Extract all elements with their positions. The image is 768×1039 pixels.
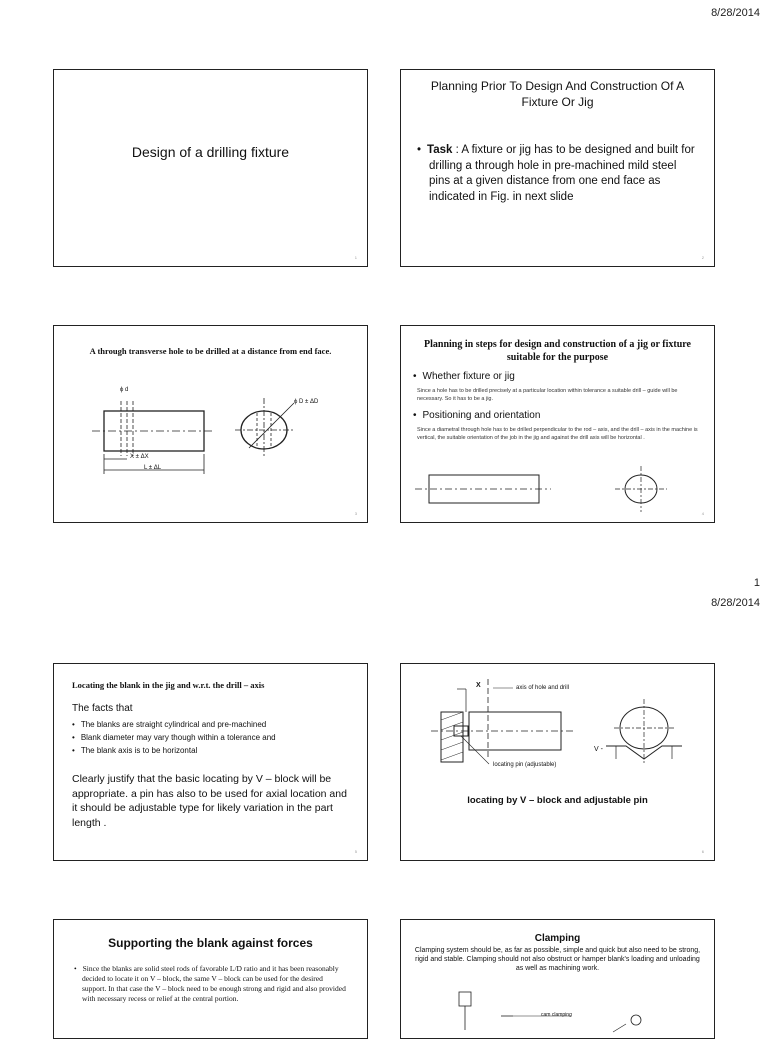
slide-5-title: Locating the blank in the jig and w.r.t. the drill – axis [72, 680, 265, 690]
label-axis: axis of hole and drill [516, 685, 570, 691]
bullet-1-text: Whether fixture or jig [422, 371, 515, 382]
slide-number: 5 [354, 849, 357, 854]
slide-1-title: Design of a drilling fixture [131, 144, 290, 160]
task-text: : A fixture or jig has to be designed and built for drilling a through hole in pre-machined mild steel pins at a given distance from one end face as indicated in Fig. in next slide [429, 144, 695, 203]
slide-7-body: Since the blanks are solid steel rods of favorable L/D ratio and it has been reasonably decided to locate it on V – block, the same V – block can be used for the desired support. In that case the V – block need to be enough strong and rigid and also provided with necessary recess or relief at the central portion. [82, 964, 346, 1003]
label-l: L ± ΔL [144, 465, 162, 471]
slide-2-title: Planning Prior To Design And Construction Of A Fixture Or Jig [430, 79, 685, 109]
vblock-drawing [401, 664, 715, 861]
text-2: Since a diametral through hole has to be drilled perpendicular to the rod – axis, and the drill – axis in the machine is vertical, the suitable orientation of the job in the jig and against the drill axis will be horizontal . [417, 427, 698, 441]
list-item: • The blank axis is to be horizontal [72, 744, 276, 757]
task-paragraph [417, 143, 700, 205]
justify-paragraph: Clearly justify that the basic locating by V – block will be appropriate. a pin has also to be used for axial location and it should be adjustable type for likely variation in the part length . [72, 773, 347, 829]
slide-number: 6 [701, 849, 704, 854]
slide-5 [53, 663, 368, 861]
label-phi-d: ϕ d [120, 387, 129, 393]
slide-8-title: Clamping [534, 933, 581, 944]
slide-7-title: Supporting the blank against forces [108, 936, 313, 950]
slide-1 [53, 69, 368, 267]
label-cam-clamping: cam clamping [541, 1012, 572, 1018]
page-number: 1 [753, 577, 760, 589]
slide-3-caption: A through transverse hole to be drilled at a distance from end face. [89, 346, 332, 356]
slide-6 [400, 663, 715, 861]
page-date: 8/28/2014 [711, 7, 760, 19]
pin-drawing [54, 326, 368, 523]
task-label: Task [427, 144, 453, 156]
page-date: 8/28/2014 [711, 597, 760, 609]
slide-number: 4 [701, 511, 704, 516]
slide-4 [400, 325, 715, 523]
cam-clamp-drawing [401, 920, 715, 1039]
label-phi-D: ϕ D ± ΔD [294, 399, 319, 405]
bullet-2-text: Positioning and orientation [422, 410, 541, 421]
orientation-drawing [401, 326, 715, 523]
list-item: • Blank diameter may vary though within a tolerance and [72, 731, 276, 744]
slide-number: 1 [354, 255, 357, 260]
slide-8 [400, 919, 715, 1039]
slide-7 [53, 919, 368, 1039]
slide-6-caption: locating by V – block and adjustable pin [467, 795, 648, 806]
slide-4-title: Planning in steps for design and construction of a jig or fixture suitable for the purpose [424, 339, 691, 363]
slide-number: 2 [701, 255, 704, 260]
slide-7-text [74, 964, 349, 1004]
text-1: Since a hole has to be drilled precisely at a particular location within tolerance a suitable drill – guide will be necessary. So it has to be a jig. [417, 388, 678, 402]
facts-heading: The facts that [72, 703, 133, 714]
label-v: V - [594, 746, 603, 753]
label-x: X [476, 682, 481, 689]
label-pin: locating pin (adjustable) [493, 762, 557, 768]
facts-list [72, 718, 276, 757]
slide-number: 3 [354, 511, 357, 516]
label-x: X ± ΔX [130, 454, 149, 460]
list-item: • The blanks are straight cylindrical and pre-machined [72, 718, 276, 731]
slide-2 [400, 69, 715, 267]
slide-8-text: Clamping system should be, as far as possible, simple and quick but also need to be strong, rigid and stable. Clamping should not also obstruct or hamper blank's loading and unloading as well as machining work. [414, 947, 701, 972]
slide-3 [53, 325, 368, 523]
